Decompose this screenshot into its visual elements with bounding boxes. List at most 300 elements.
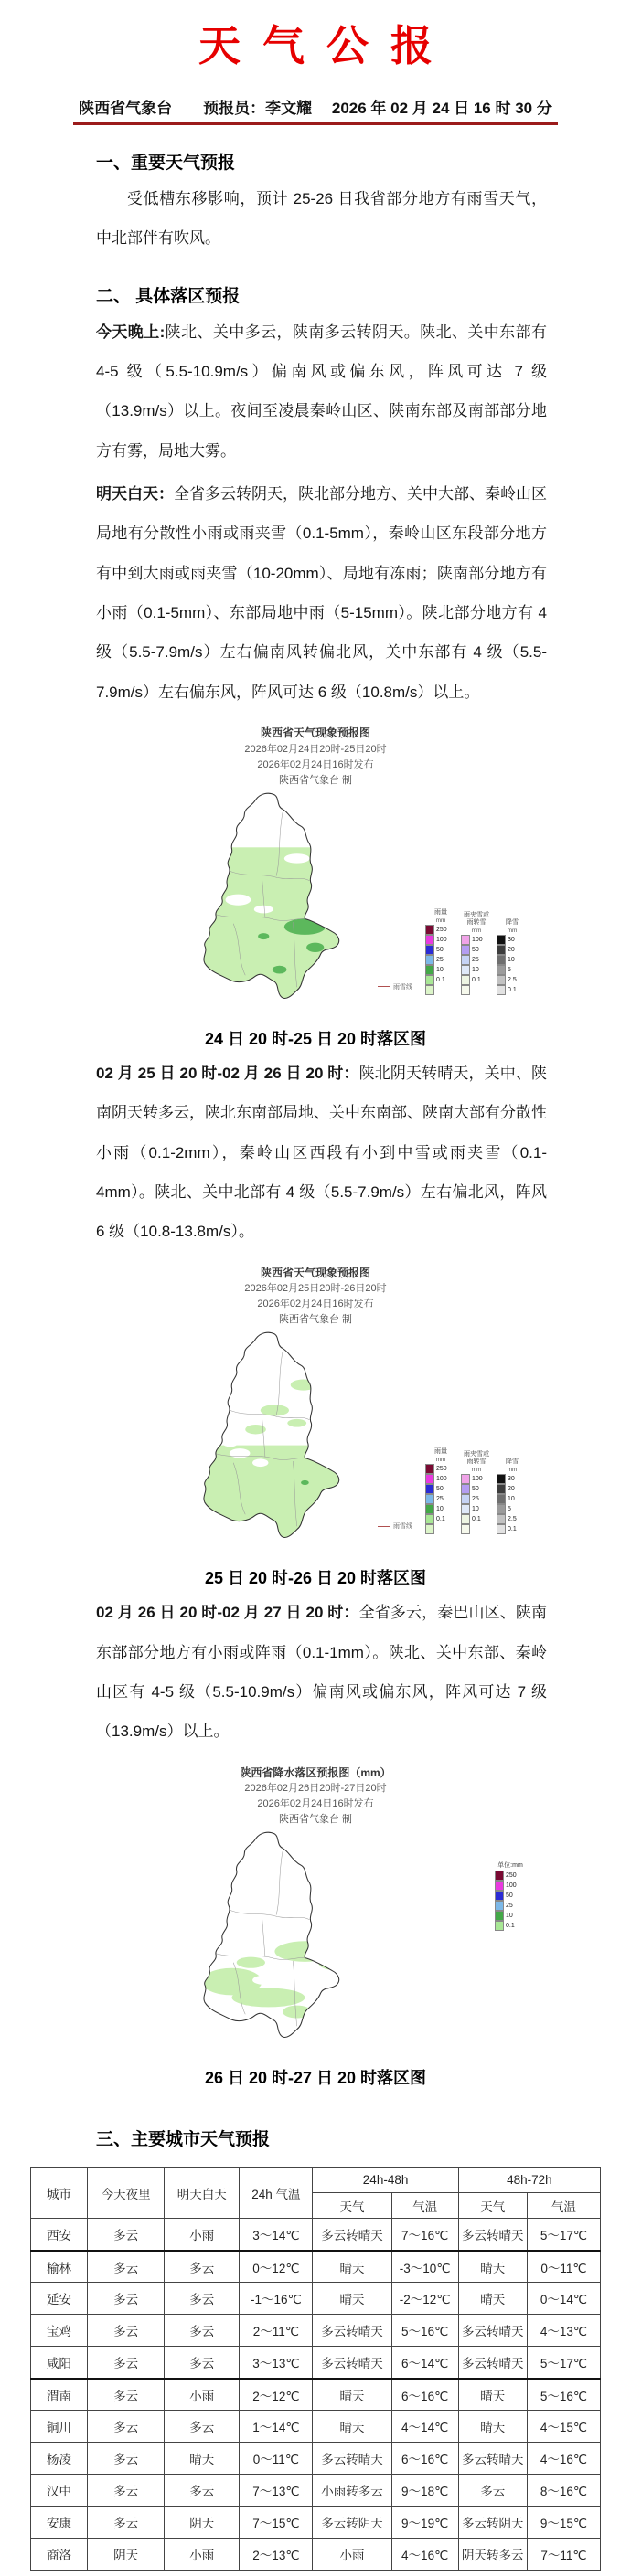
cell-weather_2448: 多云转阴天: [313, 2507, 391, 2539]
cell-temp24: 3～14℃: [240, 2219, 313, 2251]
cell-temp24: 0～11℃: [240, 2443, 313, 2475]
map2-line-legend: [378, 1521, 412, 1531]
legend-entry: [461, 985, 470, 995]
legend-entry: [497, 975, 517, 985]
legend-value: 250: [436, 1466, 447, 1473]
legend-swatch: [495, 1901, 504, 1911]
rain-snow-line-label: 雨雪线: [393, 1523, 412, 1531]
legend-value: 100: [506, 1882, 517, 1890]
cell-tomorrow: 多云: [165, 2283, 240, 2315]
legend-value: 0.1: [436, 976, 445, 983]
legend-entry: [497, 955, 515, 965]
legend-entry: [425, 945, 444, 955]
map2-canvas: [78, 1328, 553, 1558]
legend-entry: [461, 975, 481, 985]
legend-value: 25: [472, 956, 479, 963]
legend-entry: [497, 1484, 515, 1494]
table-row: [31, 2539, 601, 2571]
cell-tonight: 多云: [88, 2347, 165, 2379]
legend-value: 2.5: [508, 976, 517, 983]
map1-author: 陕西省气象台 制: [278, 774, 353, 786]
snow-legend: [497, 1458, 528, 1534]
legend-entry: [497, 965, 511, 975]
cell-city: 西安: [31, 2219, 88, 2251]
legend-value: 50: [506, 1892, 513, 1900]
legend-value: 5: [508, 1506, 511, 1513]
col-group-24h-48h: 24h-48h: [313, 2168, 458, 2193]
map3-issued: 2026年02月24日16时发布: [257, 1798, 374, 1810]
legend-value: 25: [436, 956, 444, 963]
col-header-weather-2448: 天气: [313, 2193, 391, 2219]
legend-entry: [495, 1921, 515, 1931]
legend-swatch: [461, 975, 470, 985]
legend-swatch: [425, 935, 434, 945]
legend-entry: [461, 1484, 479, 1494]
legend-title: 雨量: [434, 908, 447, 916]
legend-entry: [425, 1474, 447, 1484]
legend-value: 25: [436, 1496, 444, 1503]
cell-tonight: 多云: [88, 2219, 165, 2251]
cell-weather_4872: 多云转晴天: [458, 2347, 527, 2379]
legend-title: 降雪: [506, 918, 519, 926]
cell-weather_2448: 晴天: [313, 2411, 391, 2443]
day3-lead: 02 月 26 日 20 时-02 月 27 日 20 时：: [96, 1604, 359, 1622]
section1-heading: 一、重要天气预报: [96, 154, 236, 173]
legend-swatch: [461, 935, 470, 945]
legend-swatch: [461, 985, 470, 995]
col-header-city: 城市: [31, 2168, 88, 2219]
legend-value: 0.1: [436, 1516, 445, 1523]
legend-entry: [461, 1504, 479, 1514]
legend-value: 10: [472, 1506, 479, 1513]
table-row: [31, 2315, 601, 2347]
legend-swatch: [425, 1494, 434, 1504]
cell-tonight: 多云: [88, 2251, 165, 2283]
cell-temp_4872: 7～11℃: [527, 2539, 600, 2571]
cell-weather_2448: 多云转晴天: [313, 2443, 391, 2475]
legend-value: 2.5: [508, 1516, 517, 1523]
legend-swatch: [497, 1514, 506, 1524]
legend-swatch: [425, 1474, 434, 1484]
shaanxi-map-1: [186, 789, 369, 1019]
col-group-48h-72h: 48h-72h: [458, 2168, 600, 2193]
legend-entry: [497, 1514, 517, 1524]
legend-value: 10: [508, 956, 515, 963]
cell-city: 咸阳: [31, 2347, 88, 2379]
legend-entry: [497, 935, 515, 945]
legend-swatch: [497, 1484, 506, 1494]
legend-value: 0.1: [508, 1526, 517, 1533]
col-header-tonight: 今天夜里: [88, 2168, 165, 2219]
legend-swatch: [497, 1504, 506, 1514]
tomorrow-paragraph: [96, 474, 547, 712]
legend-swatch: [495, 1911, 504, 1921]
cell-weather_4872: 多云: [458, 2475, 527, 2507]
cell-tomorrow: 多云: [165, 2475, 240, 2507]
legend-entry: [461, 1494, 479, 1504]
legend-value: 25: [506, 1903, 513, 1910]
legend-entry: [497, 1504, 511, 1514]
tomorrow-lead: 明天白天：: [96, 485, 174, 504]
legend-entry: [461, 945, 479, 955]
cell-weather_2448: 晴天: [313, 2283, 391, 2315]
cell-weather_2448: 小雨转多云: [313, 2475, 391, 2507]
cell-tonight: 多云: [88, 2315, 165, 2347]
legend-value: 100: [472, 936, 483, 943]
cell-temp24: 0～12℃: [240, 2251, 313, 2283]
snow-legend: [497, 919, 528, 995]
legend-value: 50: [436, 946, 444, 953]
map3-title: 陕西省降水落区预报图（mm）: [240, 1765, 391, 1779]
cell-temp_2448: 6～16℃: [391, 2379, 458, 2411]
legend-value: 100: [472, 1476, 483, 1483]
cell-tonight: 多云: [88, 2507, 165, 2539]
cell-temp_4872: 8～16℃: [527, 2475, 600, 2507]
cell-city: 宝鸡: [31, 2315, 88, 2347]
sleet-legend: [461, 1451, 492, 1534]
legend-swatch: [461, 1504, 470, 1514]
legend-unit: mm: [507, 927, 518, 934]
cell-weather_4872: 多云转晴天: [458, 2219, 527, 2251]
legend-swatch: [461, 955, 470, 965]
col-header-weather-4872: 天气: [458, 2193, 527, 2219]
legend-title: 雨量: [434, 1448, 447, 1456]
legend-swatch: [497, 1474, 506, 1484]
legend-swatch: [497, 945, 506, 955]
table-row: [31, 2347, 601, 2379]
legend-title: 降雪: [506, 1458, 519, 1466]
legend-entry: [461, 965, 479, 975]
cell-temp24: 3～13℃: [240, 2347, 313, 2379]
important-forecast-paragraph: 受低槽东移影响，预计 25-26 日我省部分地方有雨雪天气，中北部伴有吹风。: [96, 190, 547, 248]
legend-swatch: [495, 1921, 504, 1931]
cell-tomorrow: 阴天: [165, 2507, 240, 2539]
legend-value: 0.1: [508, 986, 517, 993]
cell-tomorrow: 多云: [165, 2251, 240, 2283]
cell-temp_4872: 4～15℃: [527, 2411, 600, 2443]
legend-unit: mm: [507, 1467, 518, 1474]
legend-entry: [495, 1901, 513, 1911]
cell-weather_4872: 晴天: [458, 2379, 527, 2411]
table-body: [31, 2219, 601, 2571]
legend-title: 雨夹雪或雨转雪: [464, 1451, 489, 1466]
legend-swatch: [425, 955, 434, 965]
table-row: [31, 2379, 601, 2411]
day2-lead: 02 月 25 日 20 时-02 月 26 日 20 时：: [96, 1064, 359, 1082]
map2-issued: 2026年02月24日16时发布: [257, 1299, 374, 1310]
tonight-lead: 今天晚上:: [96, 323, 166, 341]
legend-value: 10: [436, 1506, 444, 1513]
legend-swatch: [425, 945, 434, 955]
forecast-map-1: [78, 725, 553, 1050]
cell-weather_4872: 晴天: [458, 2411, 527, 2443]
legend-entry: [425, 925, 447, 935]
city-forecast-table-wrap: [0, 2167, 631, 2571]
cell-weather_4872: 晴天: [458, 2283, 527, 2315]
cell-temp_2448: 4～14℃: [391, 2411, 458, 2443]
legend-entry: [495, 1881, 517, 1891]
map1-issued: 2026年02月24日16时发布: [257, 758, 374, 770]
legend-swatch: [495, 1871, 504, 1881]
rain-snow-line-icon: [378, 986, 390, 987]
tonight-paragraph: [96, 313, 547, 471]
legend-value: 30: [508, 936, 515, 943]
issuer-line: 陕西省气象台 预报员：李文耀 2026 年 02 月 24 日 16 时 30 分: [73, 95, 558, 125]
col-header-temp-4872: 气温: [527, 2193, 600, 2219]
table-header: [31, 2168, 601, 2219]
map3-author: 陕西省气象台 制: [278, 1814, 353, 1826]
legend-entry: [497, 945, 515, 955]
legend-swatch: [425, 985, 434, 995]
legend-entry: [461, 955, 479, 965]
meta-wrap: [0, 95, 631, 125]
cell-weather_4872: 多云转晴天: [458, 2443, 527, 2475]
legend-value: 25: [472, 1496, 479, 1503]
legend-entry: [425, 965, 444, 975]
legend-value: 10: [506, 1913, 513, 1920]
legend-entry: [497, 1524, 517, 1534]
legend-entry: [461, 1524, 470, 1534]
cell-temp24: 1～14℃: [240, 2411, 313, 2443]
legend-value: 50: [472, 946, 479, 953]
cell-weather_2448: 多云转晴天: [313, 2315, 391, 2347]
col-header-tomorrow: 明天白天: [165, 2168, 240, 2219]
sleet-legend: [461, 912, 492, 995]
legend-value: 100: [436, 936, 447, 943]
shaanxi-map-2: [186, 1328, 369, 1558]
legend-value: 100: [436, 1476, 447, 1483]
legend-entry: [461, 1514, 481, 1524]
cell-weather_4872: 晴天: [458, 2251, 527, 2283]
cell-city: 榆林: [31, 2251, 88, 2283]
legend-value: 5: [508, 966, 511, 973]
map1-header: [78, 725, 553, 789]
cell-city: 渭南: [31, 2379, 88, 2411]
cell-tonight: 多云: [88, 2283, 165, 2315]
legend-swatch: [461, 945, 470, 955]
cell-tomorrow: 小雨: [165, 2379, 240, 2411]
cell-temp_4872: 5～17℃: [527, 2219, 600, 2251]
legend-swatch: [497, 975, 506, 985]
cell-temp_4872: 0～14℃: [527, 2283, 600, 2315]
cell-temp_4872: 9～15℃: [527, 2507, 600, 2539]
cell-tomorrow: 多云: [165, 2347, 240, 2379]
legend-swatch: [461, 1494, 470, 1504]
legend-unit: mm: [471, 927, 482, 934]
forecast-map-2: [78, 1265, 553, 1590]
cell-temp24: 7～13℃: [240, 2475, 313, 2507]
cell-tomorrow: 小雨: [165, 2219, 240, 2251]
cell-temp_2448: 5～16℃: [391, 2315, 458, 2347]
legend-swatch: [461, 1514, 470, 1524]
legend-value: 0.1: [472, 1516, 481, 1523]
legend-entry: [425, 985, 434, 995]
legend-value: 30: [508, 1476, 515, 1483]
cell-tomorrow: 多云: [165, 2411, 240, 2443]
cell-weather_2448: 多云转晴天: [313, 2219, 391, 2251]
legend-value: 20: [508, 1486, 515, 1493]
legend-swatch: [425, 975, 434, 985]
table-row: [31, 2251, 601, 2283]
rain-legend: [425, 1448, 456, 1534]
legend-entry: [425, 1484, 444, 1494]
legend-value: 10: [508, 1496, 515, 1503]
day3-text: 全省多云，秦巴山区、陕南东部部分地方有小雨或阵雨（0.1-1mm）。陕北、关中东部、秦岭山区有 4-5 级（5.5-10.9m/s）偏南风或偏东风，阵风可达 7 级（13.9m/s）以上。: [96, 1604, 547, 1741]
legend-value: 20: [508, 946, 515, 953]
cell-temp_2448: -3～10℃: [391, 2251, 458, 2283]
cell-temp_2448: 9～19℃: [391, 2507, 458, 2539]
cell-temp_4872: 4～16℃: [527, 2443, 600, 2475]
legend-value: 10: [436, 966, 444, 973]
cell-temp_2448: 6～16℃: [391, 2443, 458, 2475]
legend-value: 50: [436, 1486, 444, 1493]
section2-heading: 二、 具体落区预报: [96, 286, 241, 306]
col-header-temp-2448: 气温: [391, 2193, 458, 2219]
legend-entry: [461, 935, 483, 945]
cell-temp24: 2～11℃: [240, 2315, 313, 2347]
map2-author: 陕西省气象台 制: [278, 1314, 353, 1326]
legend-value: 0.1: [472, 976, 481, 983]
section3-heading: 三、主要城市天气预报: [96, 2130, 271, 2150]
cell-city: 延安: [31, 2283, 88, 2315]
table-row: [31, 2219, 601, 2251]
cell-city: 汉中: [31, 2475, 88, 2507]
map3-canvas: [78, 1828, 553, 2058]
legend-swatch: [497, 985, 506, 995]
legend-entry: [495, 1891, 513, 1901]
cell-temp24: -1～16℃: [240, 2283, 313, 2315]
legend-entry: [461, 1474, 483, 1484]
map2-caption: 25 日 20 时-26 日 20 时落区图: [204, 1569, 427, 1588]
map2-title: 陕西省天气现象预报图: [260, 1266, 370, 1279]
table-row: [31, 2475, 601, 2507]
cell-temp_4872: 0～11℃: [527, 2251, 600, 2283]
day3-paragraph: [96, 1593, 547, 1751]
cell-weather_4872: 多云转阴天: [458, 2507, 527, 2539]
rain-areas: [186, 1380, 369, 1559]
page-title: 天气公报: [198, 22, 455, 69]
legend-title: 雨夹雪或雨转雪: [464, 911, 489, 926]
table-row: [31, 2411, 601, 2443]
legend-swatch: [425, 965, 434, 975]
rain-snow-line-icon: [378, 1526, 390, 1527]
map1-line-legend: [378, 982, 412, 991]
cell-temp_2448: 7～16℃: [391, 2219, 458, 2251]
legend-swatch: [461, 1484, 470, 1494]
cell-temp_2448: 4～16℃: [391, 2539, 458, 2571]
tomorrow-text: 全省多云转阴天，陕北部分地方、关中大部、秦岭山区局地有分散性小雨或雨夹雪（0.1-5mm），秦岭山区东段部分地方有中到大雨或雨夹雪（10-20mm）、局地有冻雨；陕南部分地方有小雨（0.1-5mm）、东部局地中雨（5-15mm）。陕北部分地方有 4 级（5.5-7.9m/s）左右偏南风转偏北风，关中东部有 4 级（5.5-7.9m/s）左右偏东风，阵风可达 6 级（10.8m/s）以上。: [96, 485, 547, 701]
legend-entry: [495, 1871, 517, 1881]
legend-entry: [425, 955, 444, 965]
cell-temp_4872: 5～17℃: [527, 2347, 600, 2379]
map1-canvas: [78, 789, 553, 1019]
tonight-text: 陕北、关中多云，陕南多云转阴天。陕北、关中东部有 4-5 级（5.5-10.9m/s）偏南风或偏东风，阵风可达 7 级（13.9m/s）以上。夜间至凌晨秦岭山区、陕南东部及南部部分地方有雾，局地大雾。: [96, 323, 547, 460]
table-row: [31, 2507, 601, 2539]
cell-city: 铜川: [31, 2411, 88, 2443]
map3-caption: 26 日 20 时-27 日 20 时落区图: [204, 2069, 427, 2088]
cell-weather_2448: 小雨: [313, 2539, 391, 2571]
legend-swatch: [495, 1881, 504, 1891]
cell-weather_2448: 多云转晴天: [313, 2347, 391, 2379]
map3-period: 2026年02月26日20时-27日20时: [244, 1783, 387, 1795]
cell-weather_2448: 晴天: [313, 2379, 391, 2411]
table-row: [31, 2283, 601, 2315]
legend-entry: [425, 1514, 445, 1524]
day2-text: 陕北阴天转晴天，关中、陕南阴天转多云，陕北东南部局地、关中东南部、陕南大部有分散性小雨（0.1-2mm），秦岭山区西段有小到中雪或雨夹雪（0.1-4mm）。陕北、关中北部有 4 级（5.5-7.9m/s）左右偏北风，阵风 6 级（10.8-13.8m/s）。: [96, 1064, 547, 1241]
legend-swatch: [425, 1514, 434, 1524]
legend-swatch: [497, 935, 506, 945]
legend-swatch: [497, 955, 506, 965]
legend-entry: [497, 1494, 515, 1504]
legend-title: 单位:mm: [497, 1862, 523, 1870]
legend-swatch: [461, 1474, 470, 1484]
legend-entry: [495, 1911, 513, 1921]
legend-swatch: [497, 965, 506, 975]
cell-temp_2448: -2～12℃: [391, 2283, 458, 2315]
rain-legend: [425, 909, 456, 995]
legend-value: 0.1: [506, 1923, 515, 1930]
cell-city: 商洛: [31, 2539, 88, 2571]
cell-tonight: 多云: [88, 2443, 165, 2475]
cell-temp_4872: 5～16℃: [527, 2379, 600, 2411]
map2-legend: [393, 1448, 528, 1534]
map2-period: 2026年02月25日20时-26日20时: [244, 1283, 387, 1295]
cell-temp24: 7～15℃: [240, 2507, 313, 2539]
shaanxi-map-3: [186, 1828, 369, 2058]
legend-unit: mm: [435, 917, 446, 924]
cell-tomorrow: 小雨: [165, 2539, 240, 2571]
legend-value: 50: [472, 1486, 479, 1493]
cell-city: 安康: [31, 2507, 88, 2539]
cell-weather_4872: 多云转晴天: [458, 2315, 527, 2347]
legend-swatch: [497, 1524, 506, 1534]
cell-tonight: 多云: [88, 2475, 165, 2507]
legend-entry: [425, 935, 447, 945]
legend-entry: [497, 1474, 515, 1484]
legend-unit: mm: [471, 1467, 482, 1474]
legend-entry: [425, 1494, 444, 1504]
city-forecast-table: [30, 2167, 601, 2571]
legend-swatch: [425, 1464, 434, 1474]
legend-swatch: [461, 965, 470, 975]
col-header-temp24: 24h 气温: [240, 2168, 313, 2219]
legend-swatch: [495, 1891, 504, 1901]
map2-header: [78, 1265, 553, 1329]
map1-legend: [393, 908, 528, 995]
legend-entry: [425, 975, 445, 985]
cell-temp24: 2～12℃: [240, 2379, 313, 2411]
legend-swatch: [461, 1524, 470, 1534]
map3-header: [78, 1765, 553, 1829]
cell-tonight: 阴天: [88, 2539, 165, 2571]
legend-value: 250: [436, 926, 447, 933]
legend-swatch: [425, 1504, 434, 1514]
legend-value: 250: [506, 1872, 517, 1880]
cell-tonight: 多云: [88, 2379, 165, 2411]
cell-weather_2448: 晴天: [313, 2251, 391, 2283]
legend-swatch: [425, 925, 434, 935]
cell-temp24: 2～13℃: [240, 2539, 313, 2571]
legend-entry: [497, 985, 517, 995]
legend-entry: [425, 1504, 444, 1514]
cell-weather_4872: 阴天转多云: [458, 2539, 527, 2571]
legend-swatch: [497, 1494, 506, 1504]
cell-city: 杨凌: [31, 2443, 88, 2475]
cell-temp_2448: 9～18℃: [391, 2475, 458, 2507]
cell-temp_2448: 6～14℃: [391, 2347, 458, 2379]
rain-snow-line-label: 雨雪线: [393, 983, 412, 991]
map1-period: 2026年02月24日20时-25日20时: [244, 743, 387, 755]
